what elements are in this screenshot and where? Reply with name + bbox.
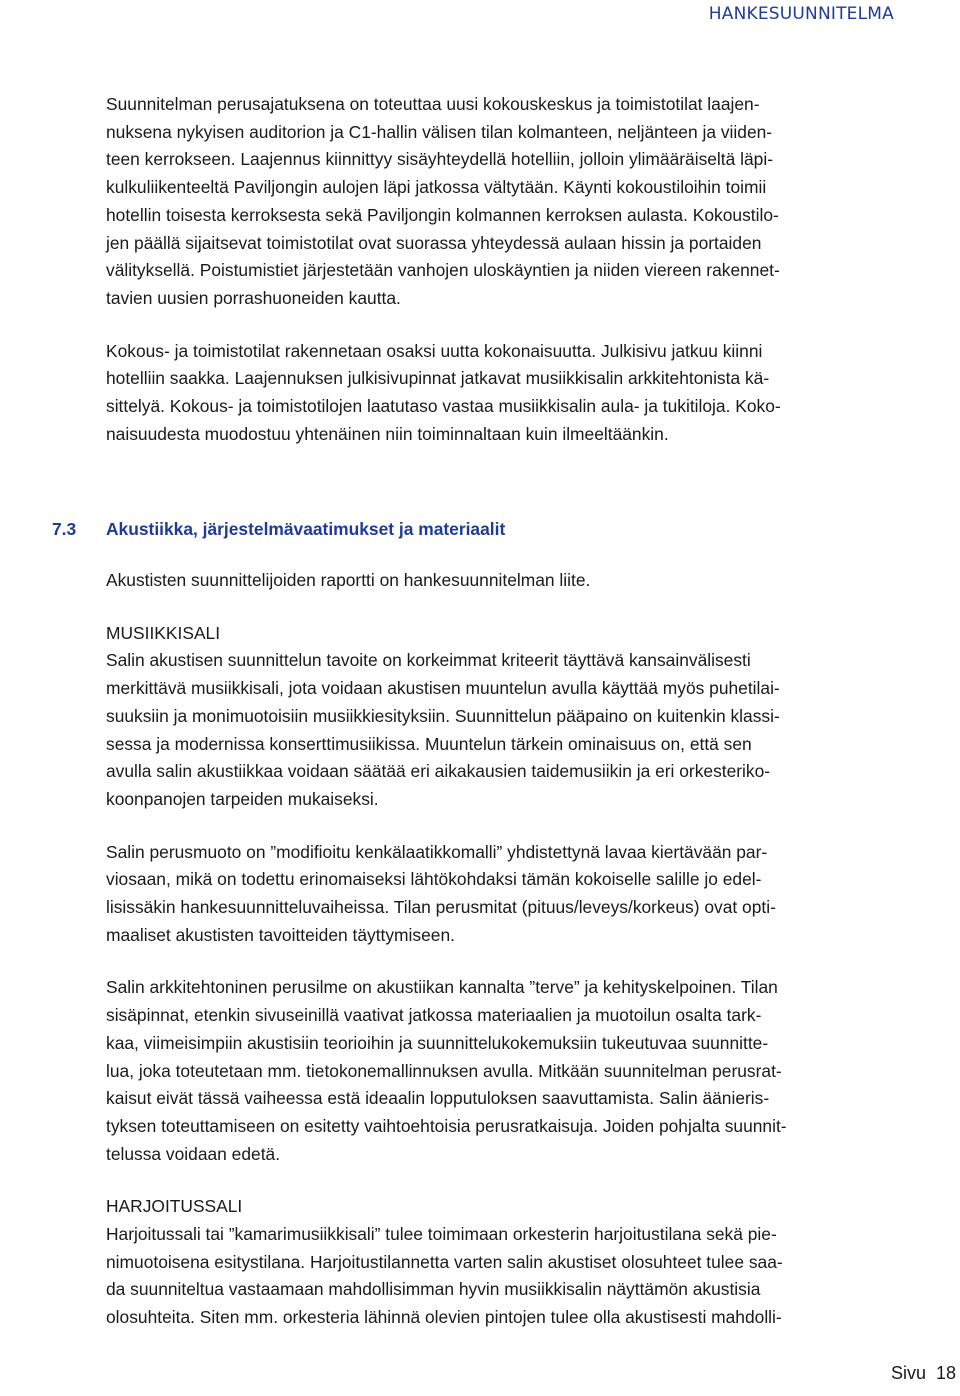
subsection-heading-harjoitussali: HARJOITUSSALI xyxy=(106,1196,243,1217)
text-line: viosaan, mikä on todettu erinomaiseksi lähtökohdaksi tämän kokoiselle salille jo edel- xyxy=(106,869,762,890)
section-lead xyxy=(106,567,906,595)
text-line: avulla salin akustiikkaa voidaan säätää eri aikakausien taidemusiikin ja eri orkesteriko- xyxy=(106,761,771,782)
text-line: tyksen toteuttamiseen on esitetty vaihtoehtoisia perusratkaisuja. Joiden pohjalta suunnit- xyxy=(106,1115,787,1136)
text-line: Harjoitussali tai ”kamarimusiikkisali” tulee toimimaan orkesterin harjoitustilana sekä pie- xyxy=(106,1224,777,1245)
section-title: Akustiikka, järjestelmävaatimukset ja materiaalit xyxy=(106,519,506,539)
text-line: naisuudesta muodostuu yhtenäinen niin toiminnaltaan kuin ilmeeltäänkin. xyxy=(106,423,669,444)
text-line: suuksiin ja monimuotoisiin musiikkiesityksiin. Suunnittelun pääpaino on kuitenkin klassi- xyxy=(106,705,780,726)
text-line: telussa voidaan edetä. xyxy=(106,1143,281,1164)
text-line: Kokous- ja toimistotilat rakennetaan osaksi uutta kokonaisuutta. Julkisivu jatkuu kiinni xyxy=(106,340,763,361)
text-line: Salin perusmuoto on ”modifioitu kenkälaatikkomalli” yhdistettynä lavaa kiertävään par- xyxy=(106,841,768,862)
harjoitussali-block xyxy=(106,1193,906,1332)
text-line: Salin arkkitehtoninen perusilme on akustiikan kannalta ”terve” ja kehityskelpoinen. Tilan xyxy=(106,977,778,998)
section-number: 7.3 xyxy=(52,519,77,539)
text-line: välityksellä. Poistumistiet järjestetään vanhojen uloskäyntien ja niiden viereen rakennet- xyxy=(106,260,780,281)
text-line: Akustisten suunnittelijoiden raportti on hankesuunnitelman liite. xyxy=(106,570,591,590)
section-heading xyxy=(52,516,505,544)
text-line: Salin akustisen suunnittelun tavoite on korkeimmat kriteerit täyttävä kansainvälisesti xyxy=(106,650,751,671)
text-line: merkittävä musiikkisali, jota voidaan akustisen muuntelun avulla käyttää myös puhetilai- xyxy=(106,678,780,699)
text-line: da suunniteltua vastaamaan mahdollisimman hyvin musiikkisalin näyttämön akustisia xyxy=(106,1279,761,1300)
text-line: olosuhteita. Siten mm. orkesteria lähinnä olevien pintojen tulee olla akustisesti mahdolli- xyxy=(106,1307,782,1328)
text-line: hotelliin saakka. Laajennuksen julkisivupinnat jatkavat musiikkisalin arkkitehtonista kä- xyxy=(106,368,770,389)
subsection-heading-musiikkisali: MUSIIKKISALI xyxy=(106,622,221,643)
text-line: sisäpinnat, etenkin sivuseinillä vaativat jatkossa materiaalien ja muotoilun osalta tark- xyxy=(106,1005,762,1026)
text-line: nuksena nykyisen auditorion ja C1-hallin välisen tilan kolmanteen, neljänteen ja viiden- xyxy=(106,121,773,142)
text-line: jen päällä sijaitsevat toimistotilat ovat suorassa yhteydessä aulaan hissin ja portaiden xyxy=(106,232,762,253)
running-header-title: HANKESUUNNITELMA xyxy=(708,4,894,24)
text-line: lisissäkin hankesuunnitteluvaiheissa. Tilan perusmitat (pituus/leveys/korkeus) ovat opti- xyxy=(106,897,776,918)
text-line: kulkuliikenteeltä Paviljongin aulojen läpi jatkossa vältytään. Käynti kokoustiloihin toimii xyxy=(106,177,767,198)
text-line: tavien uusien porrashuoneiden kautta. xyxy=(106,287,401,308)
intro-paragraph xyxy=(106,338,906,449)
text-line: hotellin toisesta kerroksesta sekä Paviljongin kolmannen kerroksen aulasta. Kokoustilo- xyxy=(106,204,779,225)
text-line: koonpanojen tarpeiden mukaiseksi. xyxy=(106,788,379,809)
page-number-value: 18 xyxy=(935,1363,956,1383)
text-line: kaisut eivät tässä vaiheessa estä ideaalin lopputuloksen saavuttamista. Salin äänieris- xyxy=(106,1088,770,1109)
text-line: sittelyä. Kokous- ja toimistotilojen laatutaso vastaa musiikkisalin aula- ja tukitiloja. Koko- xyxy=(106,396,781,417)
text-line: lua, joka toteutetaan mm. tietokonemallinnuksen avulla. Mitkään suunnitelman perusrat- xyxy=(106,1060,782,1081)
musiikkisali-paragraph xyxy=(106,974,906,1168)
text-line: maaliset akustisten tavoitteiden täyttymiseen. xyxy=(106,924,455,945)
text-line: sessa ja modernissa konserttimusiikissa. Muuntelun tärkein ominaisuus on, että sen xyxy=(106,733,752,754)
page-number xyxy=(891,1363,956,1384)
intro-paragraph xyxy=(106,91,906,313)
text-line: Suunnitelman perusajatuksena on toteuttaa uusi kokouskeskus ja toimistotilat laajen- xyxy=(106,94,760,114)
section-body xyxy=(106,567,906,1332)
text-line: teen kerrokseen. Laajennus kiinnittyy sisäyhteydellä hotelliin, jolloin ylimääräiseltä läpi- xyxy=(106,149,773,170)
intro-section xyxy=(106,91,906,448)
text-line: nimuotoisena esitystilana. Harjoitustilannetta varten salin akustiset olosuhteet tulee saa- xyxy=(106,1251,783,1272)
page-label: Sivu xyxy=(890,1363,926,1383)
musiikkisali-paragraph xyxy=(106,839,906,950)
musiikkisali-block xyxy=(106,620,906,814)
text-line: kaa, viimeisimpiin akustisiin teorioihin ja suunnittelukokemuksiin tukeutuvaa suunnitte- xyxy=(106,1032,769,1053)
